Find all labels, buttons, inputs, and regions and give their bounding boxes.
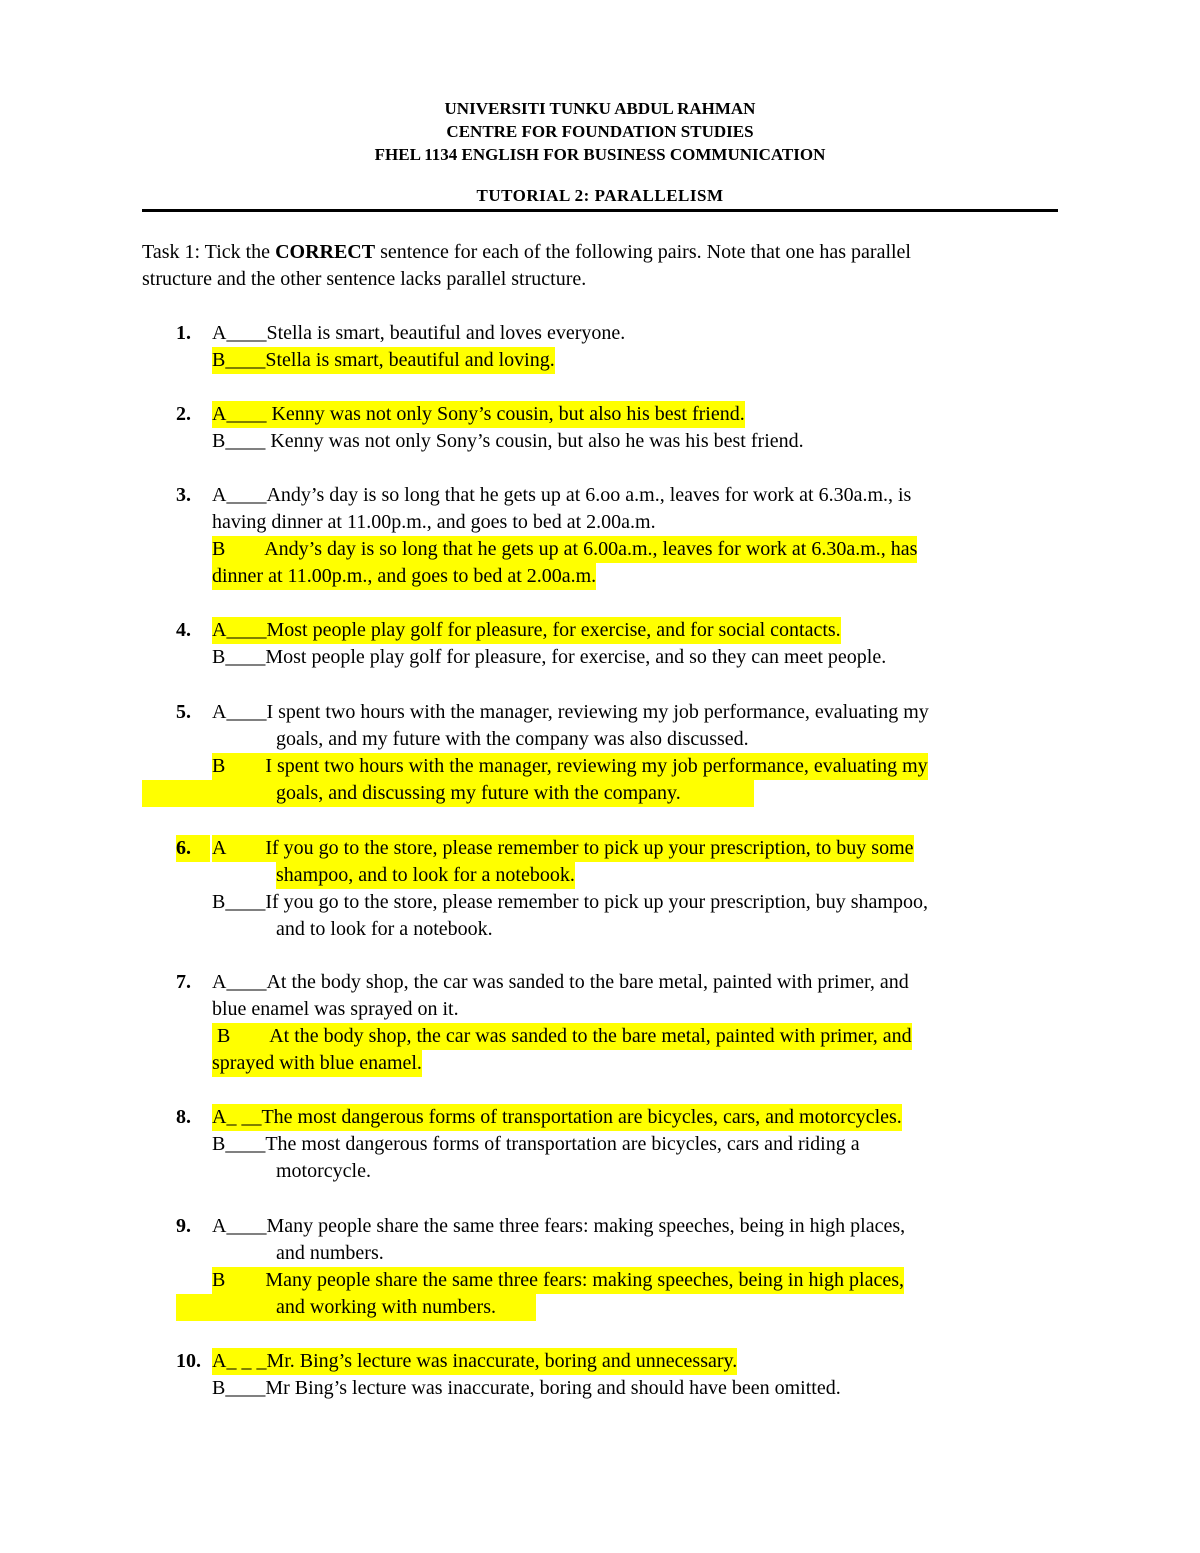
option-b-line1: B____The most dangerous forms of transportation are bicycles, cars and riding a: [212, 1133, 860, 1155]
option-a-line1: A____I spent two hours with the manager, reviewing my job performance, evaluating my: [212, 701, 929, 723]
option-a-correct-line1: A If you go to the store, please remember to pick up your prescription, to buy some: [212, 835, 914, 862]
question-number: 6.: [176, 835, 210, 862]
option-a-line2: having dinner at 11.00p.m., and goes to bed at 2.00a.m.: [212, 511, 656, 533]
option-a-line1: A____Andy’s day is so long that he gets up at 6.oo a.m., leaves for work at 6.30a.m., is: [212, 484, 912, 506]
option-b-correct-line2: and working with numbers.: [276, 1294, 496, 1321]
tutorial-title: TUTORIAL 2: PARALLELISM: [476, 186, 724, 205]
question-number: 9.: [176, 1215, 191, 1237]
option-b-line1: B____If you go to the store, please remember to pick up your prescription, buy shampoo,: [212, 891, 928, 913]
header-divider: [142, 209, 1058, 212]
option-b: B____Most people play golf for pleasure, for exercise, and so they can meet people.: [212, 646, 887, 668]
option-b: B____Mr Bing’s lecture was inaccurate, boring and should have been omitted.: [212, 1377, 841, 1399]
option-a-line1: A____At the body shop, the car was sanded to the bare metal, painted with primer, and: [212, 971, 909, 993]
option-a-correct-line2: shampoo, and to look for a notebook.: [276, 862, 575, 889]
course-title: FHEL 1134 ENGLISH FOR BUSINESS COMMUNICATION: [374, 145, 826, 164]
university-name: UNIVERSITI TUNKU ABDUL RAHMAN: [444, 99, 756, 118]
option-b-correct-line1: B Andy’s day is so long that he gets up at 6.00a.m., leaves for work at 6.30a.m., has: [212, 536, 917, 563]
question-number: 3.: [176, 484, 191, 506]
option-a-correct: A____ Kenny was not only Sony’s cousin, but also his best friend.: [212, 401, 745, 428]
option-b-correct-line1: B At the body shop, the car was sanded to the bare metal, painted with primer, and: [212, 1023, 912, 1050]
task-bold: CORRECT: [275, 241, 376, 263]
question-number: 7.: [176, 971, 191, 993]
question-number: 2.: [176, 403, 191, 425]
option-b: B____ Kenny was not only Sony’s cousin, but also he was his best friend.: [212, 430, 804, 452]
option-b-correct: B____Stella is smart, beautiful and loving.: [212, 347, 555, 374]
option-a-correct: A____Most people play golf for pleasure, for exercise, and for social contacts.: [212, 617, 841, 644]
option-b-correct-line2: goals, and discussing my future with the company.: [276, 780, 681, 807]
option-a-correct: A_ _ _Mr. Bing’s lecture was inaccurate, boring and unnecessary.: [212, 1348, 737, 1375]
option-a-line2: and numbers.: [276, 1242, 384, 1264]
task-line2: structure and the other sentence lacks parallel structure.: [142, 268, 587, 290]
task-prefix: Task 1: Tick the: [142, 241, 276, 263]
option-a: A____Stella is smart, beautiful and loves everyone.: [212, 322, 626, 344]
task-instructions: [142, 239, 1062, 293]
question-number: 1.: [176, 322, 191, 344]
option-b-correct-line1: B Many people share the same three fears: making speeches, being in high places,: [212, 1267, 904, 1294]
task-suffix: sentence for each of the following pairs. Note that one has parallel: [375, 241, 911, 263]
question-number: 8.: [176, 1106, 191, 1128]
option-b-line2: motorcycle.: [276, 1160, 371, 1182]
centre-name: CENTRE FOR FOUNDATION STUDIES: [446, 122, 754, 141]
question-number: 10.: [176, 1350, 201, 1372]
option-a-line2: goals, and my future with the company was also discussed.: [276, 728, 749, 750]
option-a-correct: A_ __The most dangerous forms of transportation are bicycles, cars, and motorcycles.: [212, 1104, 902, 1131]
option-b-correct-line2: sprayed with blue enamel.: [212, 1050, 422, 1077]
option-a-line1: A____Many people share the same three fears: making speeches, being in high places,: [212, 1215, 906, 1237]
option-b-correct-line1: B I spent two hours with the manager, reviewing my job performance, evaluating my: [212, 753, 928, 780]
option-b-line2: and to look for a notebook.: [276, 918, 493, 940]
question-number: 5.: [176, 701, 191, 723]
document-header: [142, 97, 1058, 207]
option-a-line2: blue enamel was sprayed on it.: [212, 998, 459, 1020]
option-b-correct-line2: dinner at 11.00p.m., and goes to bed at 2.00a.m.: [212, 563, 596, 590]
question-number: 4.: [176, 619, 191, 641]
